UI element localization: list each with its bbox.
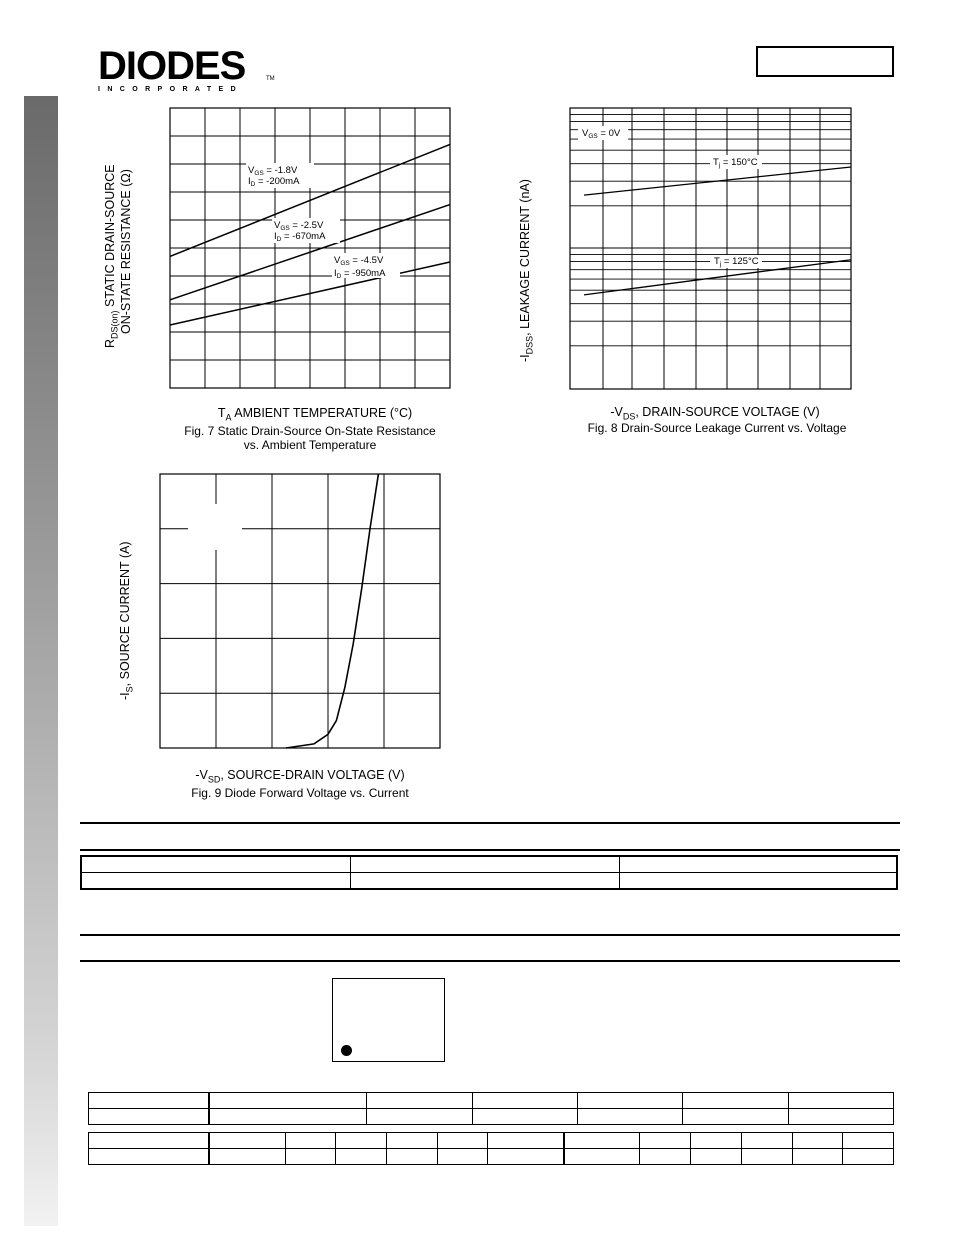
marking-package-outline [332, 978, 445, 1062]
section-rule-4 [80, 960, 900, 962]
date-code-table-2 [88, 1132, 894, 1165]
fig7-series-label-vgs-1: $V_{GS} = -1.8V$ [248, 165, 298, 177]
section-rule-3 [80, 934, 900, 936]
fig7-series-label-vgs-3: $V_{GS} = -4.5V$ [334, 255, 384, 267]
fig8-tj125-label: $T_j = 125^\circ C$ [714, 256, 759, 268]
fig8-xlabel: $-V_{DS}$, DRAIN-SOURCE VOLTAGE (V) [610, 405, 820, 422]
ordering-table [80, 855, 898, 890]
fig7-ylabel-line2: ON-STATE RESISTANCE (Ω) [119, 169, 133, 334]
fig9-series-line [286, 474, 378, 748]
fig7-series-label-id-3: $I_D = -950mA$ [334, 268, 386, 280]
fig7-plot [170, 108, 450, 388]
fig9-chart [160, 474, 440, 748]
fig8-caption: Fig. 8 Drain-Source Leakage Current vs. Voltage [587, 421, 847, 435]
fig8-plot [570, 108, 851, 389]
section-rule-1 [80, 822, 900, 824]
pin1-dot [341, 1045, 352, 1056]
fig8-chart [570, 108, 851, 389]
date-code-table-1 [88, 1092, 894, 1125]
fig7-series-label-id-1: $I_D = -200mA$ [248, 176, 300, 188]
fig7-ylabel-line1: $R_{DS(on)}$ STATIC DRAIN-SOURCE [103, 164, 120, 348]
logo-subtitle: INCORPORATED [98, 86, 244, 93]
part-number-box [756, 46, 894, 77]
section-rule-2 [80, 849, 900, 851]
fig7-chart [170, 108, 450, 388]
fig7-series-label-id-2: $I_D = -670mA$ [274, 231, 326, 243]
company-logo [98, 44, 275, 93]
sidebar-band [24, 96, 58, 1226]
trademark-mark: TM [266, 76, 275, 82]
fig9-plot [160, 474, 440, 748]
fig9-ylabel: $-I_S$, SOURCE CURRENT (A) [118, 541, 135, 700]
fig9-xlabel: $-V_{SD}$, SOURCE-DRAIN VOLTAGE (V) [195, 768, 405, 785]
fig7-series-label-vgs-2: $V_{GS} = -2.5V$ [274, 220, 324, 232]
fig9-caption: Fig. 9 Diode Forward Voltage vs. Current [191, 786, 409, 800]
fig8-vgs-label: $V_{GS} = 0V$ [582, 128, 621, 140]
fig8-tj150-label: $T_j = 150^\circ C$ [713, 157, 758, 169]
fig7-caption: Fig. 7 Static Drain-Source On-State Resistance vs. Ambient Temperature [184, 424, 436, 452]
fig9-legend-blank [188, 504, 242, 550]
fig8-ylabel: $-I_{DSS}$, LEAKAGE CURRENT (nA) [518, 179, 535, 362]
fig7-xlabel: $T_A$ AMBIENT TEMPERATURE (°C) [217, 406, 413, 423]
logo-wordmark: DIODES [98, 44, 246, 88]
